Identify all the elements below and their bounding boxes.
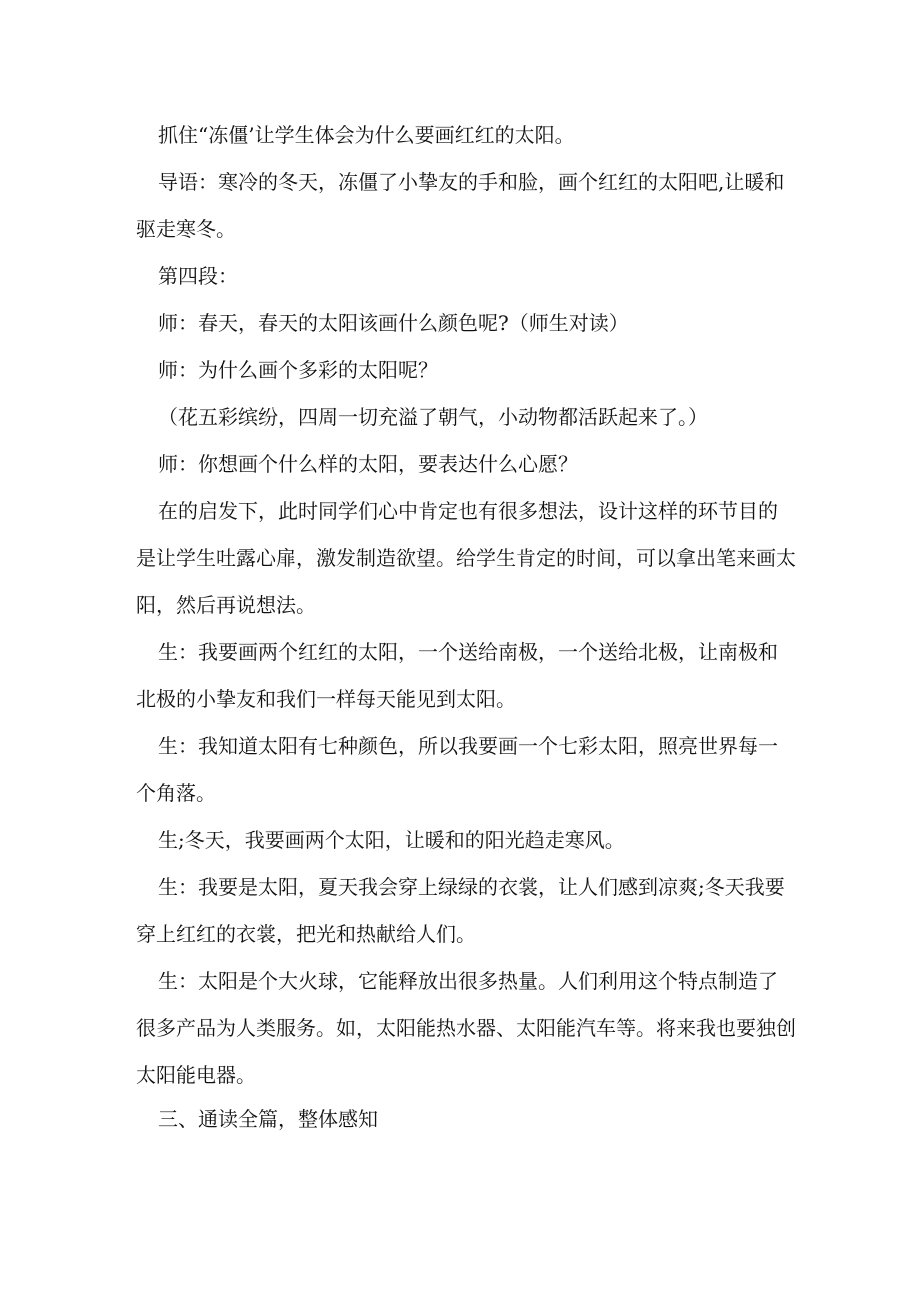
paragraph: 生：我要画两个红红的太阳，一个送给南极，一个送给北极，让南极和北极的小挚友和我们一样每天能见到太阳。 [136, 640, 778, 711]
paragraph: 生：太阳是个大火球，它能释放出很多热量。人们利用这个特点制造了很多产品为人类服务。如，太阳能热水器、太阳能汽车等。将来我也要独创太阳能电器。 [136, 969, 796, 1087]
paragraph: 师：你想画个什么样的太阳，要表达什么心愿？ [158, 452, 578, 476]
paragraph: 师：春天，春天的太阳该画什么颜色呢?（师生对读） [158, 311, 629, 335]
paragraph: 导语：寒冷的冬天，冻僵了小挚友的手和脸，画个红红的太阳吧,让暖和驱走寒冬。 [136, 170, 785, 241]
paragraph: 第四段： [158, 264, 238, 288]
document-body [136, 112, 796, 1139]
paragraph: 师：为什么画个多彩的太阳呢？ [158, 358, 438, 382]
paragraph: 抓住“冻僵’让学生体会为什么要画红红的太阳。 [158, 123, 575, 147]
paragraph: 在的启发下，此时同学们心中肯定也有很多想法，设计这样的环节目的是让学生吐露心扉，激发制造欲望。给学生肯定的时间，可以拿出笔来画太阳，然后再说想法。 [136, 499, 796, 617]
section-heading: 三、通读全篇，整体感知 [158, 1107, 378, 1131]
paragraph: 生：我知道太阳有七种颜色，所以我要画一个七彩太阳，照亮世界每一个角落。 [136, 734, 778, 805]
paragraph: 生：我要是太阳，夏天我会穿上绿绿的衣裳，让人们感到凉爽;冬天我要穿上红红的衣裳，把光和热献给人们。 [136, 875, 785, 946]
paragraph: 生;冬天，我要画两个太阳，让暖和的阳光趋走寒风。 [158, 828, 625, 852]
paragraph: （花五彩缤纷，四周一切充溢了朝气，小动物都活跃起来了。） [158, 405, 708, 429]
